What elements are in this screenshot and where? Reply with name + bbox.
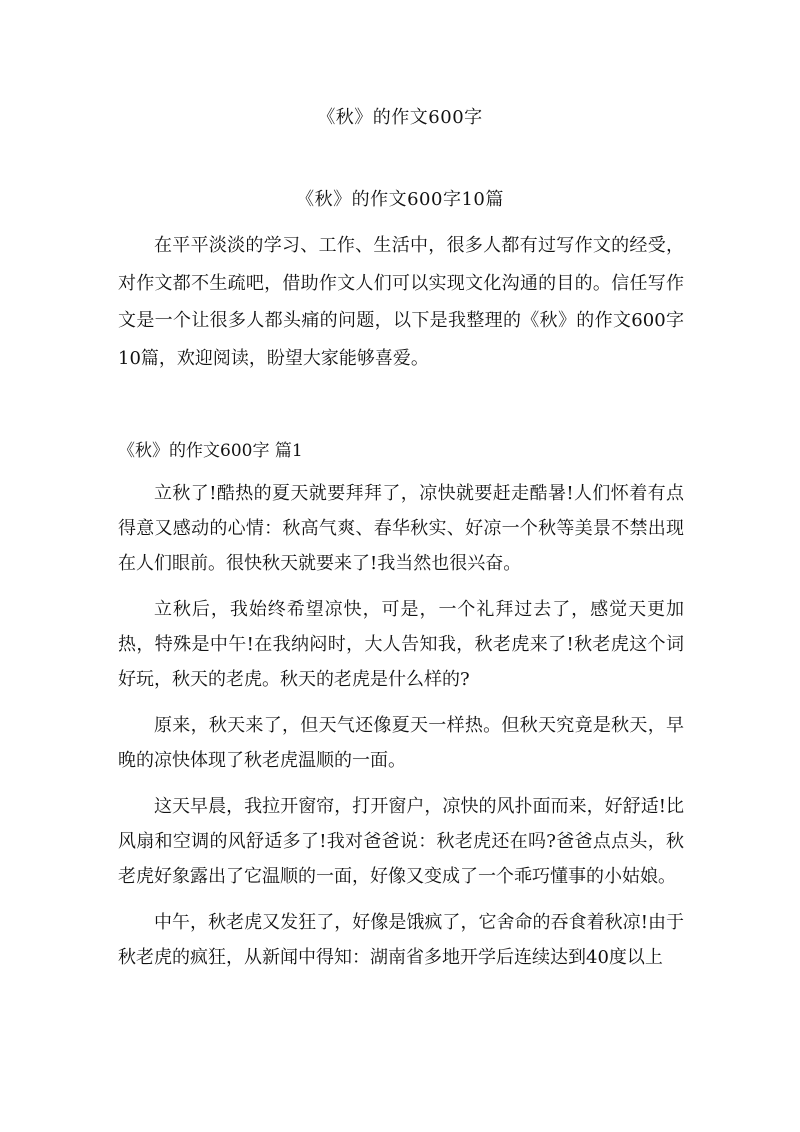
essay-paragraph: 这天早晨，我拉开窗帘，打开窗户，凉快的风扑面而来，好舒适!比风扇和空调的风舒适多了!我对爸爸说：秋老虎还在吗?爸爸点点头，秋老虎好象露出了它温顺的一面，好像又变成了一个乖巧懂事的小姑娘。 (118, 796, 684, 887)
section-heading: 《秋》的作文600字 篇1 (118, 441, 303, 461)
essay-body (118, 476, 684, 986)
document-title: 《秋》的作文600字 (317, 107, 483, 128)
intro-paragraph: 在平平淡淡的学习、工作、生活中，很多人都有过写作文的经受，对作文都不生疏吧，借助作文人们可以实现文化沟通的目的。信任写作文是一个让很多人都头痛的问题，以下是我整理的《秋》的作文600字10篇，欢迎阅读，盼望大家能够喜爱。 (118, 235, 684, 369)
essay-paragraph: 中午，秋老虎又发狂了，好像是饿疯了，它舍命的吞食着秋凉!由于秋老虎的疯狂，从新闻中得知：湖南省多地开学后连续达到40度以上 (118, 912, 684, 968)
essay-paragraph: 原来，秋天来了，但天气还像夏天一样热。但秋天究竟是秋天，早晚的凉快体现了秋老虎温顺的一面。 (118, 715, 684, 771)
document-subtitle: 《秋》的作文600字10篇 (296, 189, 504, 210)
essay-paragraph: 立秋了!酷热的夏天就要拜拜了，凉快就要赶走酷暑!人们怀着有点得意又感动的心情：秋高气爽、春华秋实、好凉一个秋等美景不禁出现在人们眼前。很快秋天就要来了!我当然也很兴奋。 (118, 483, 684, 574)
essay-paragraph: 立秋后，我始终希望凉快，可是，一个礼拜过去了，感觉天更加热，特殊是中午!在我纳闷时，大人告知我，秋老虎来了!秋老虎这个词好玩，秋天的老虎。秋天的老虎是什么样的? (118, 599, 684, 690)
